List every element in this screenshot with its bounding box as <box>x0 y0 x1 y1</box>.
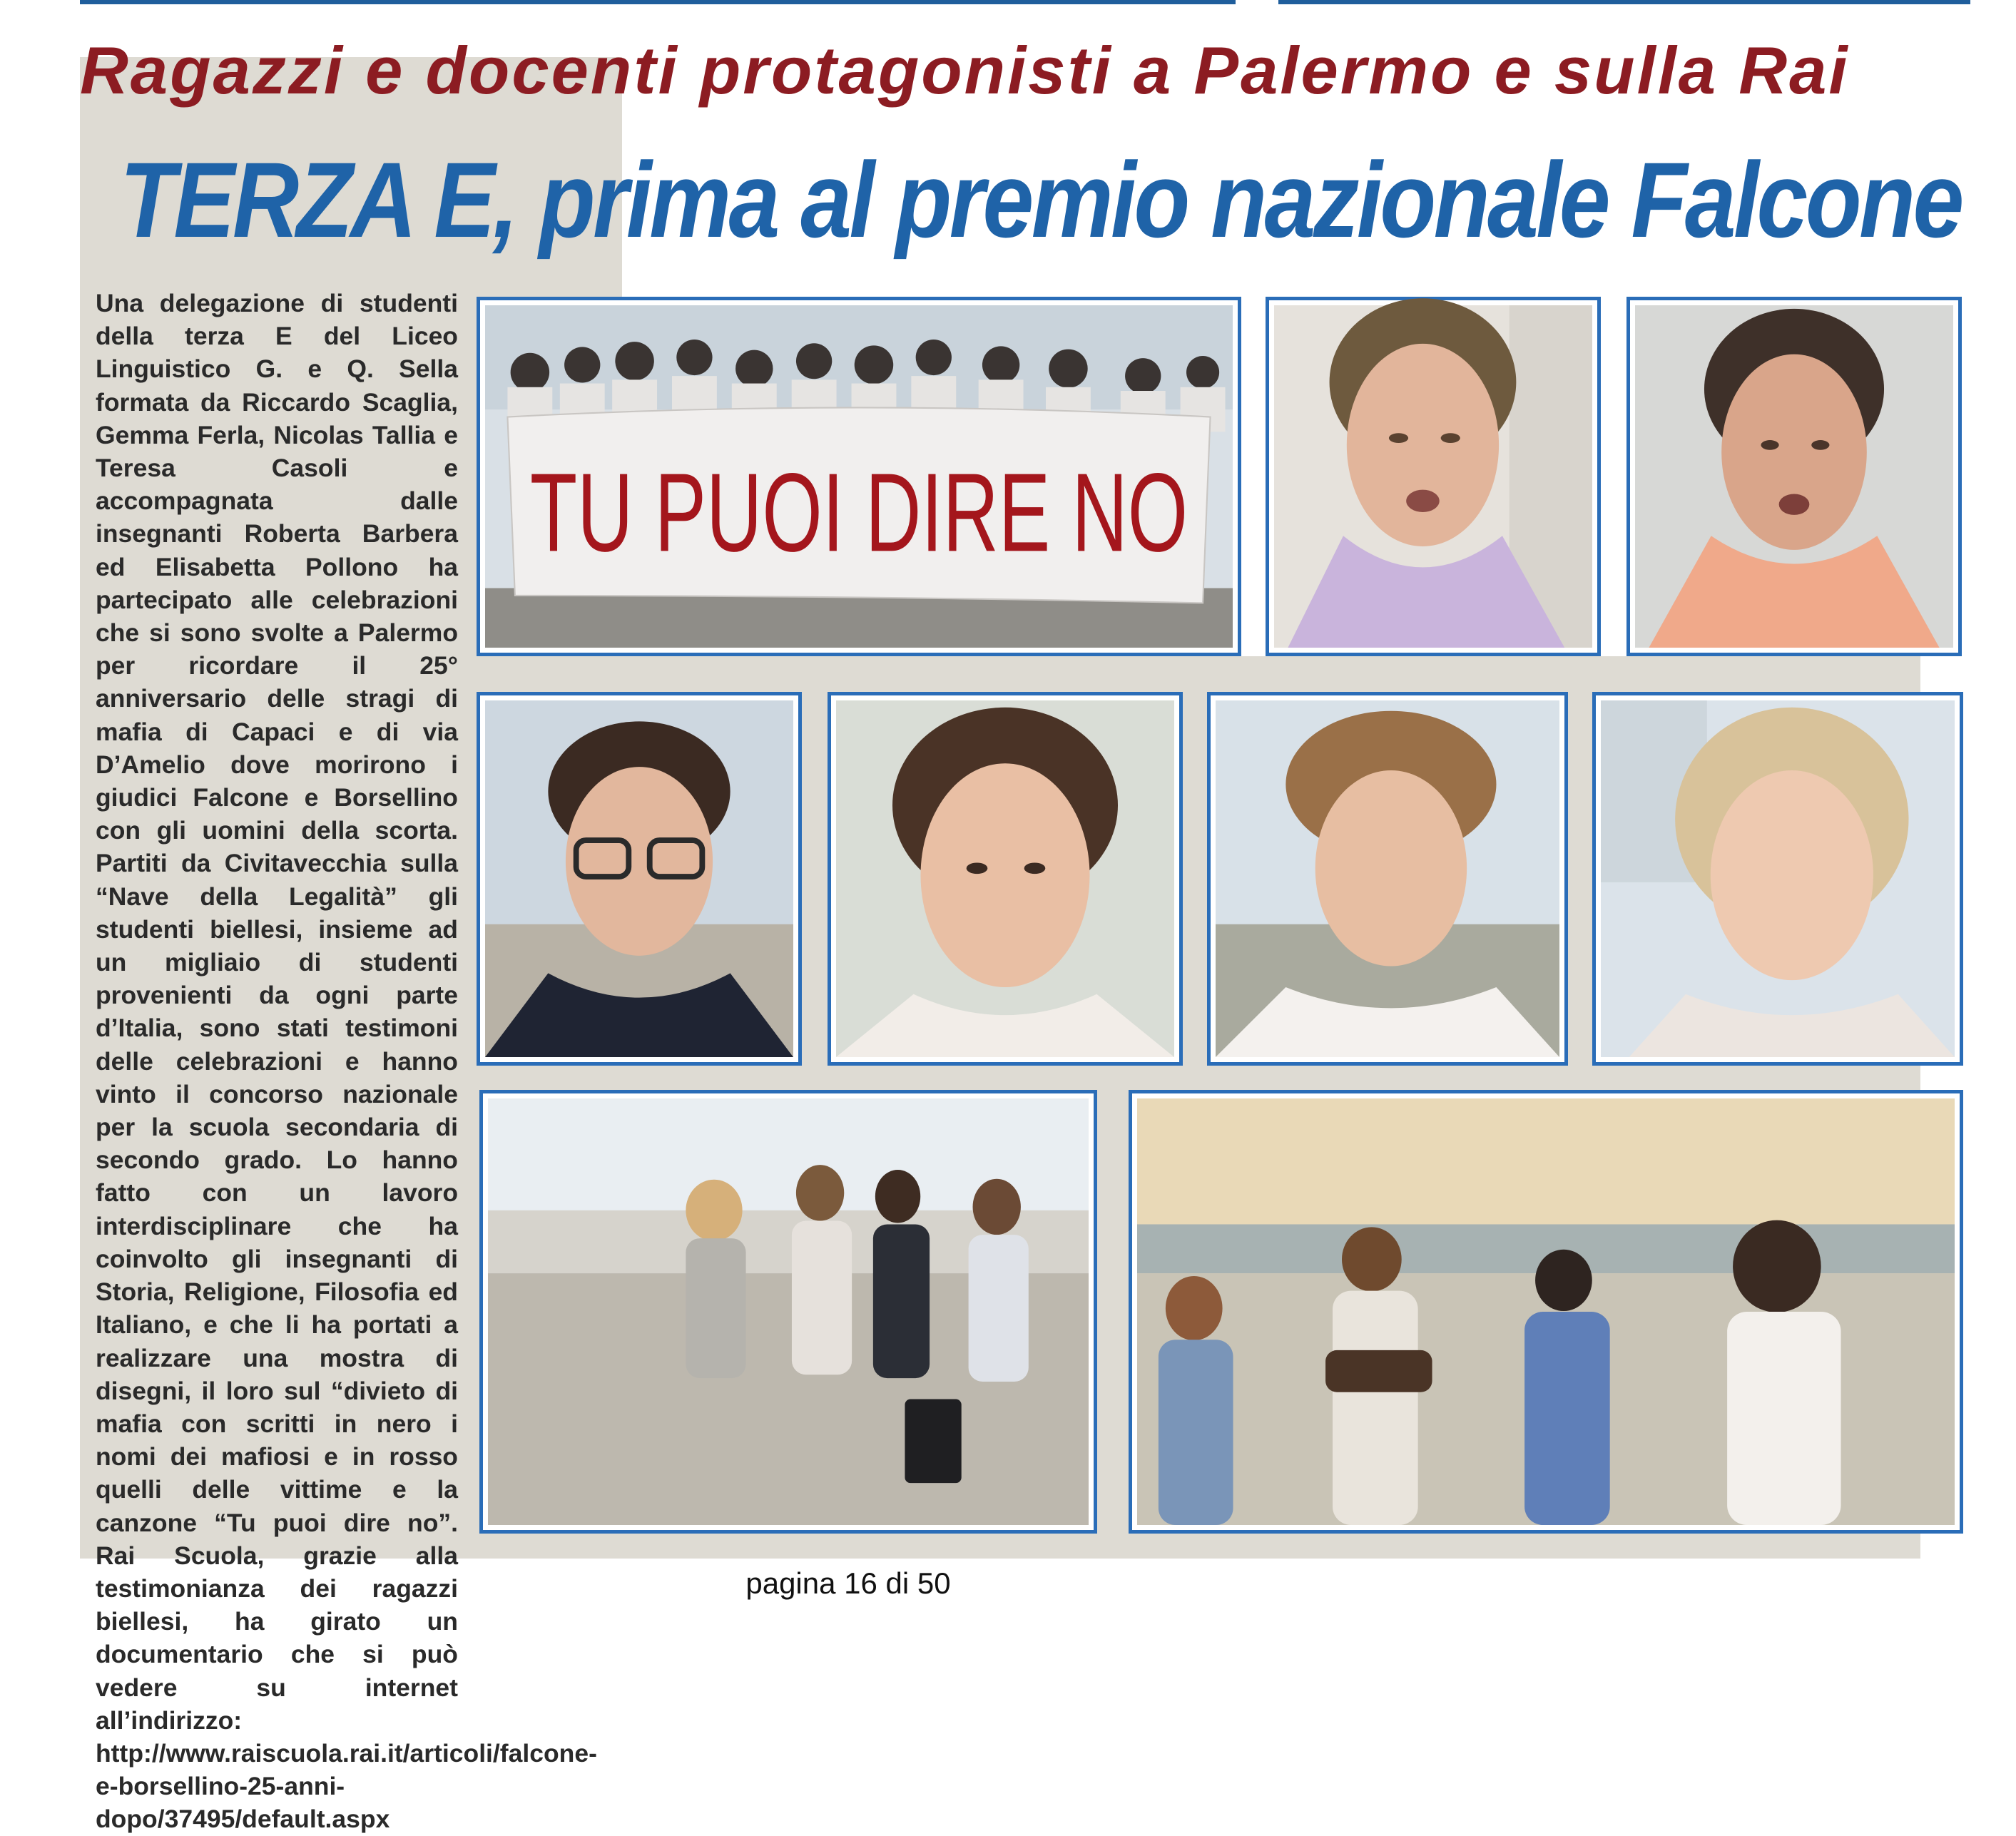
photo-group-walking <box>479 1090 1097 1534</box>
photo-group-singing <box>1129 1090 1963 1534</box>
group-singing-image <box>1137 1098 1955 1525</box>
teacher-portrait-2 <box>1635 305 1953 648</box>
kicker-title: Ragazzi e docenti protagonisti a Palermo e sulla Rai <box>80 33 1850 108</box>
page-number: pagina 16 di 50 <box>745 1566 951 1600</box>
photo-student-2 <box>828 692 1183 1066</box>
photo-student-3 <box>1207 692 1568 1066</box>
photo-banner-march <box>477 297 1241 656</box>
student-portrait-curly <box>1216 700 1559 1057</box>
headline: TERZA E, prima al premio nazionale Falcone <box>120 140 1962 260</box>
photo-student-1 <box>477 692 802 1066</box>
photo-teacher-2 <box>1626 297 1962 656</box>
top-rule-right <box>1278 0 1970 4</box>
group-walking-image <box>488 1098 1089 1525</box>
teacher-portrait-1 <box>1274 305 1592 648</box>
student-portrait-glasses <box>485 700 793 1057</box>
banner-march-image <box>485 305 1233 648</box>
photo-teacher-1 <box>1266 297 1601 656</box>
banner-lettering: TU PUOI DIRE NO <box>529 450 1188 576</box>
photo-student-4 <box>1592 692 1963 1066</box>
article-body: Una delegazione di studenti della terza E del Liceo Linguistico G. e Q. Sella formata da Riccardo Scaglia, Gemma Ferla, Nicolas Tallia e Teresa Casoli e accompagnata dalle insegnanti Roberta Barbera ed Elisabetta Pollono ha partecipato alle celebrazioni che si sono svolte a Palermo per ricordare il 25° anniversario delle stragi di mafia di Capaci e di via D’Amelio dove morirono i giudici Falcone e Borsellino con gli uomini della scorta. Partiti da Civitavecchia sulla “Nave della Legalità” gli studenti biellesi, insieme ad un migliaio di studenti provenienti da ogni parte d’Italia, sono stati testimoni delle celebrazioni e hanno vinto il concorso nazionale per la scuola secondaria di secondo grado. Lo hanno fatto con un lavoro interdisciplinare che ha coinvolto gli insegnanti di Storia, Religione, Filosofia ed Italiano, e che li ha portati a realizzare una mostra di disegni, il loro sul “divieto di mafia con scritti in nero i nomi dei mafiosi e in rosso quelli delle vittime e la canzone “Tu puoi dire no”. Rai Scuola, grazie alla testimonianza dei ragazzi biellesi, ha girato un documentario che si può vedere su internet all’indirizzo: http://www.raiscuola.rai.it/articoli/falcone-e-borsellino-25-anni-dopo/37495/default.aspx <box>96 289 597 1834</box>
student-portrait-girl-2 <box>1601 700 1955 1057</box>
top-rule-left <box>80 0 1236 4</box>
student-portrait-girl-1 <box>836 700 1174 1057</box>
